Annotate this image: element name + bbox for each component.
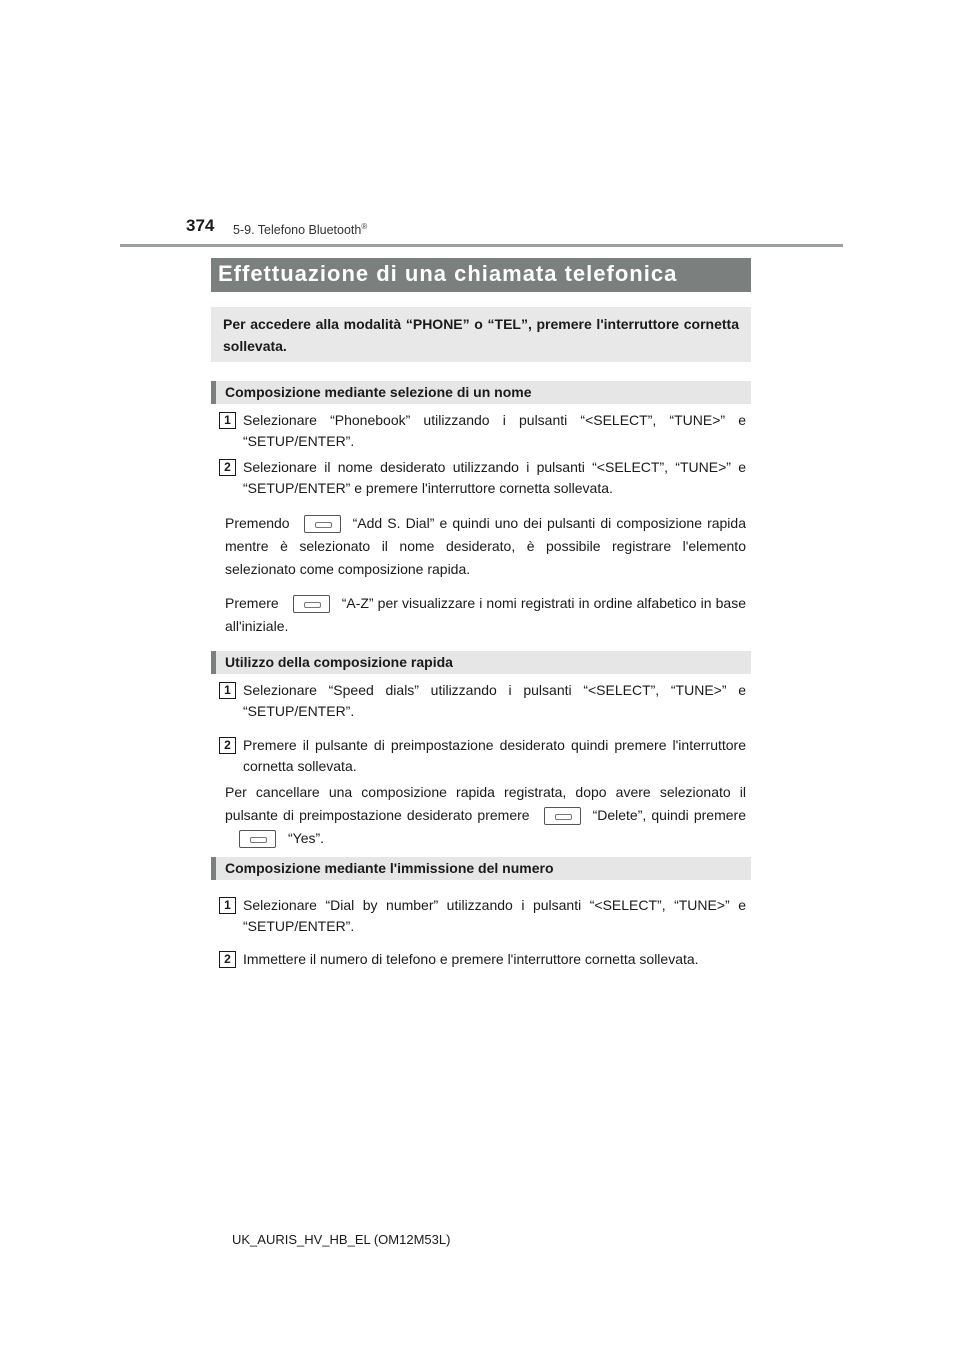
step-number-1: 1 <box>219 682 236 699</box>
note-text-after: “Add S. Dial” e quindi uno dei pulsanti di composizione rapida mentre è selezionato il nome desiderato, è possibile registrare l'elemento selezionato come composizione rapida. <box>225 515 746 577</box>
note-text-before: Premere <box>225 595 279 611</box>
note-paragraph <box>225 512 746 581</box>
header-rule <box>120 244 843 247</box>
step-text: Premere il pulsante di preimpostazione desiderato quindi premere l'interruttore cornetta sollevata. <box>243 737 746 774</box>
page-title: Effettuazione di una chiamata telefonica <box>211 258 751 292</box>
step-text: Selezionare “Phonebook” utilizzando i pulsanti “<SELECT”, “TUNE>” e “SETUP/ENTER”. <box>243 412 746 449</box>
step-number-2: 2 <box>219 737 236 754</box>
note-text-after: “A-Z” per visualizzare i nomi registrati in ordine alfabetico in base all'iniziale. <box>225 595 746 634</box>
note-text-before: Premendo <box>225 515 290 531</box>
step-number-1: 1 <box>219 897 236 914</box>
subheading-name-dial: Composizione mediante selezione di un nome <box>211 381 751 404</box>
intro-box: Per accedere alla modalità “PHONE” o “TEL”, premere l'interruttore cornetta sollevata. <box>211 307 751 362</box>
document-code: UK_AURIS_HV_HB_EL (OM12M53L) <box>232 1232 451 1247</box>
step-text: Selezionare il nome desiderato utilizzando i pulsanti “<SELECT”, “TUNE>” e “SETUP/ENTER” e premere l'interruttore cornetta sollevata. <box>243 459 746 496</box>
registered-mark: ® <box>361 222 368 231</box>
note-paragraph <box>225 781 746 850</box>
section-label-text: 5-9. Telefono Bluetooth <box>233 223 362 238</box>
note-text-after: “Yes”. <box>288 830 325 846</box>
subheading-number-dial: Composizione mediante l'immissione del numero <box>211 857 751 880</box>
step-text: Immettere il numero di telefono e premere l'interruttore cornetta sollevata. <box>243 951 699 967</box>
note-text-middle: “Delete”, quindi premere <box>592 807 746 823</box>
step-text: Selezionare “Speed dials” utilizzando i pulsanti “<SELECT”, “TUNE>” e “SETUP/ENTER”. <box>243 682 746 719</box>
step-number-1: 1 <box>219 412 236 429</box>
function-button-icon <box>544 807 581 825</box>
note-text-before: Per cancellare una composizione rapida registrata, dopo avere selezionato il pulsante di preimpostazione desiderato premere <box>225 784 746 823</box>
step-number-2: 2 <box>219 951 236 968</box>
subheading-speed-dial: Utilizzo della composizione rapida <box>211 651 751 674</box>
function-button-icon <box>239 830 276 848</box>
step-text: Selezionare “Dial by number” utilizzando i pulsanti “<SELECT”, “TUNE>” e “SETUP/ENTER”. <box>243 897 746 934</box>
step-number-2: 2 <box>219 459 236 476</box>
page-number: 374 <box>186 216 215 235</box>
note-paragraph <box>225 592 746 638</box>
function-button-icon <box>304 515 341 533</box>
function-button-icon <box>293 595 330 613</box>
section-label <box>233 222 367 237</box>
